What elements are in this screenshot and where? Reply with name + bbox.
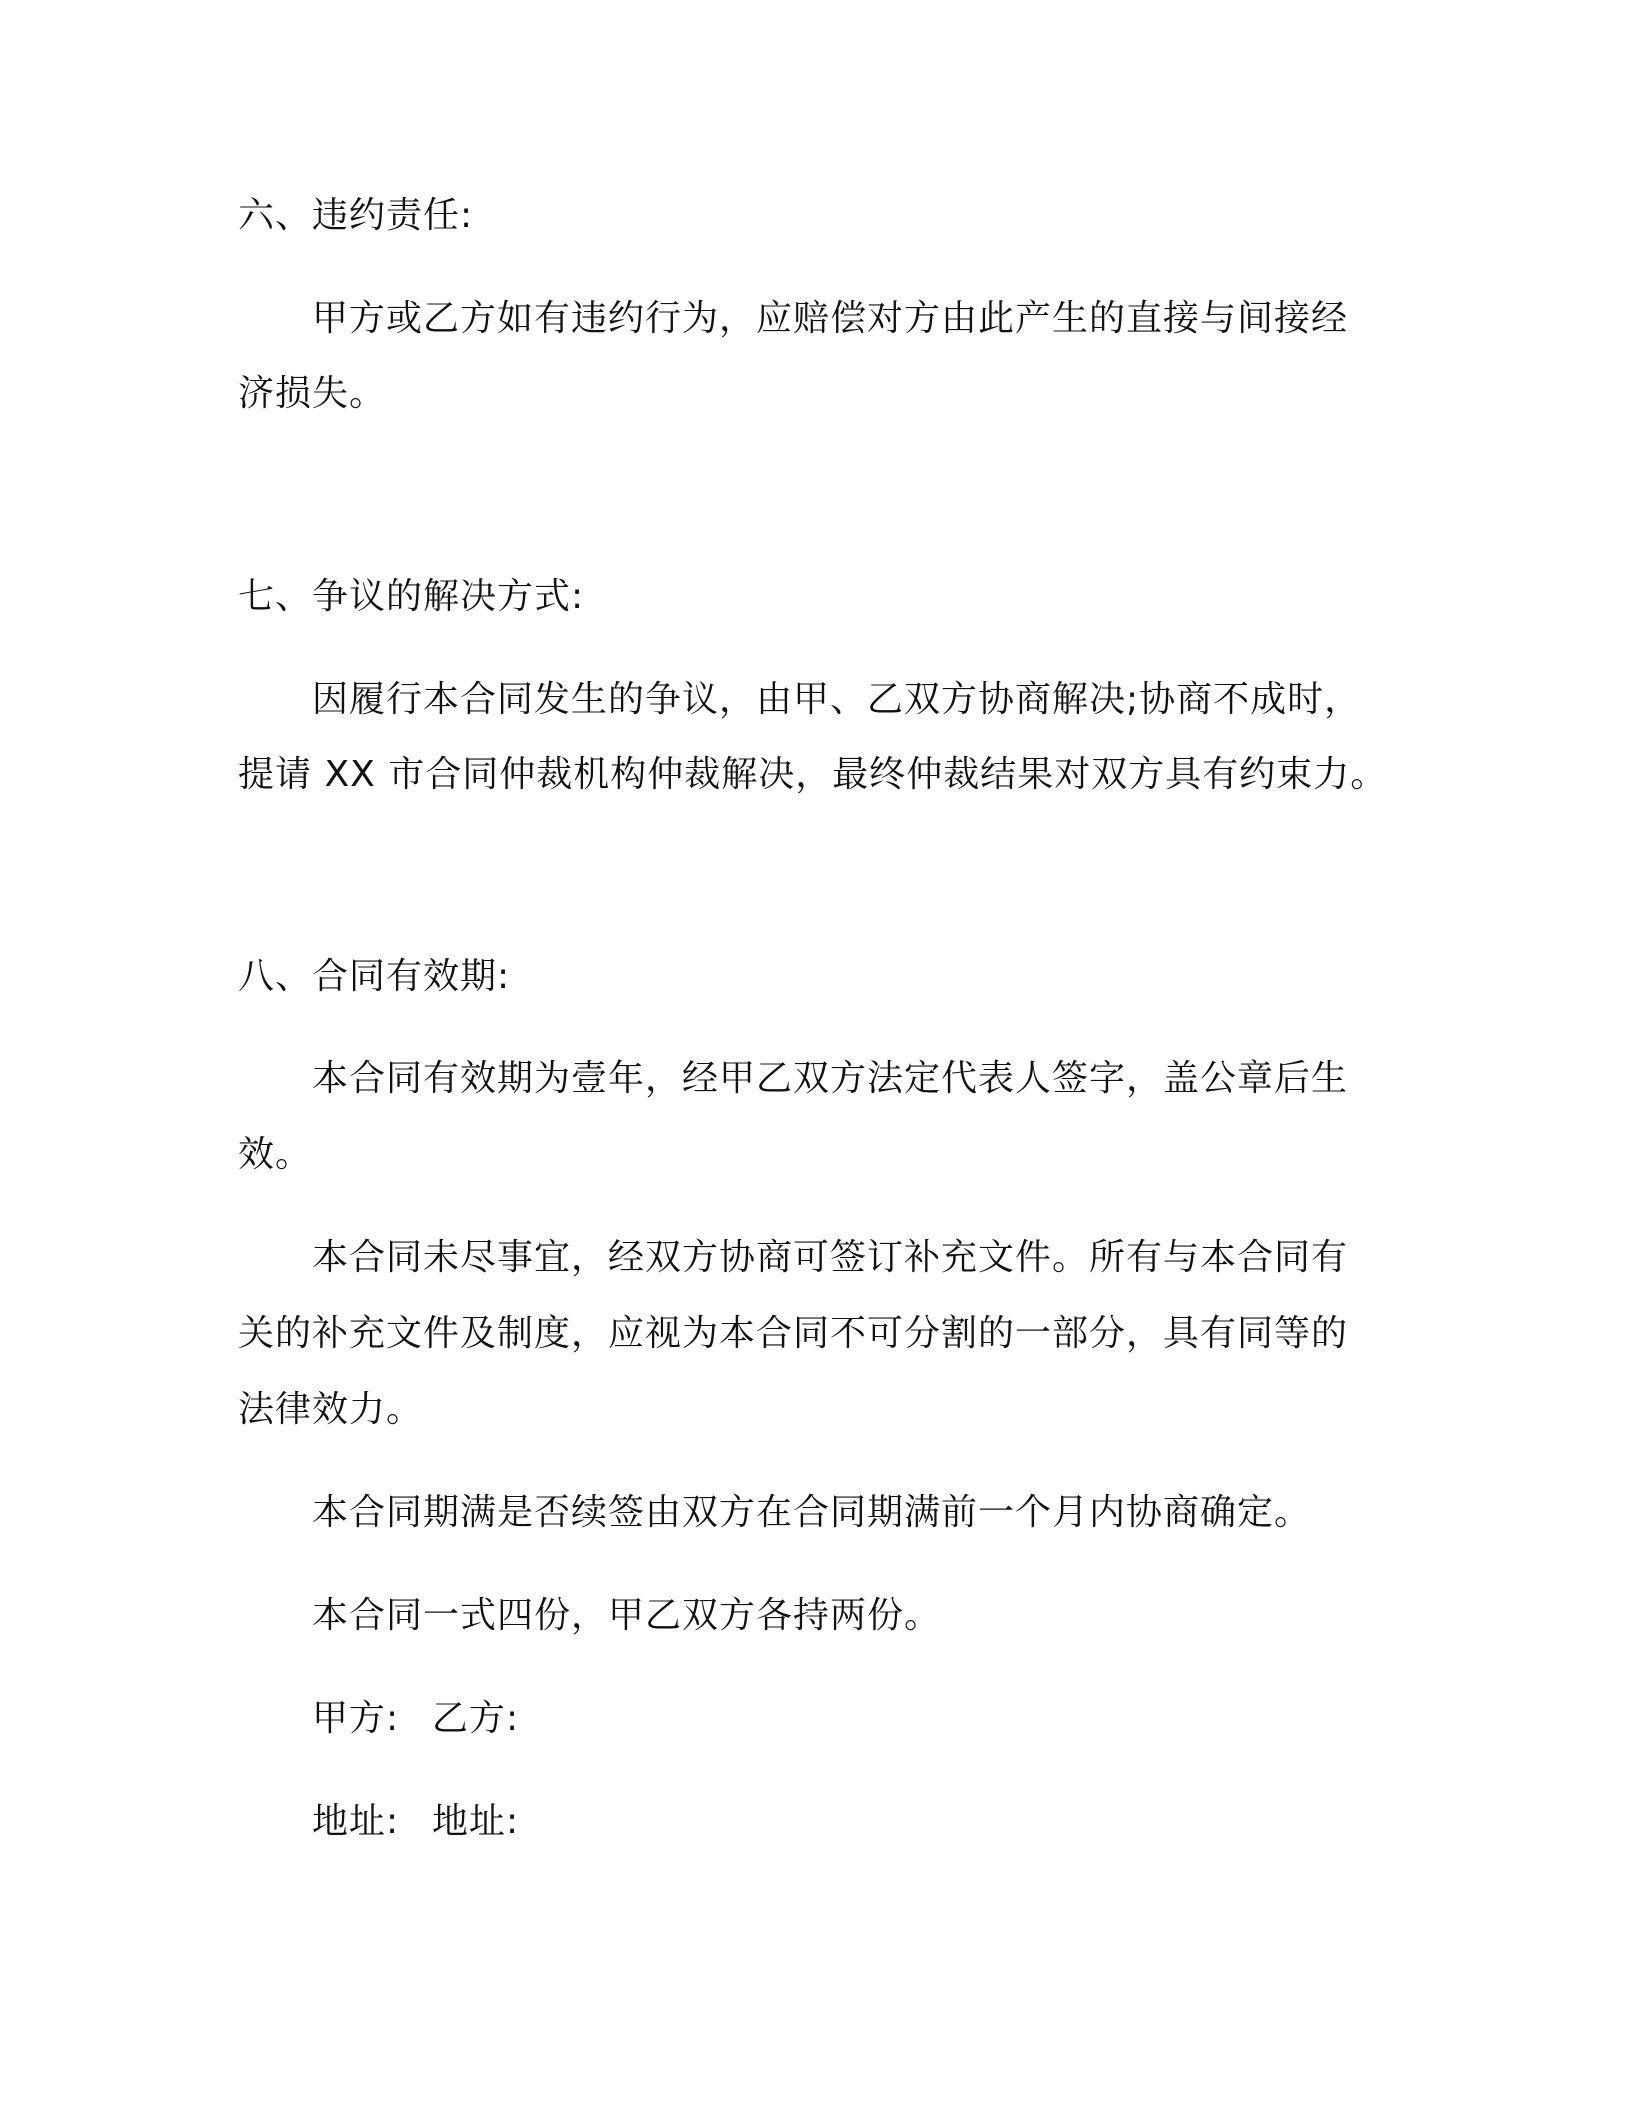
paragraph-line: 甲方或乙方如有违约行为，应赔偿对方由此产生的直接与间接经 [312,298,1349,339]
section-heading-validity: 八、合同有效期: [238,956,511,997]
section-heading-liability: 六、违约责任: [238,195,474,236]
paragraph-line: 提请 XX 市合同仲裁机构仲裁解决，最终仲裁结果对双方具有约束力。 [238,754,1388,795]
party-a-label: 甲方: [312,1698,400,1739]
paragraph-line: 关的补充文件及制度，应视为本合同不可分割的一部分，具有同等的 [238,1313,1349,1354]
party-b-label: 乙方: [432,1698,520,1739]
address-b-label: 地址: [432,1801,520,1842]
paragraph-line: 效。 [238,1134,313,1175]
paragraph-line: 本合同期满是否续签由双方在合同期满前一个月内协商确定。 [312,1492,1312,1533]
paragraph-line: 本合同一式四份，甲乙双方各持两份。 [312,1595,942,1636]
address-a-label: 地址: [312,1801,400,1842]
paragraph-line: 法律效力。 [238,1389,424,1430]
section-heading-dispute: 七、争议的解决方式: [238,576,585,617]
paragraph-line: 本合同有效期为壹年，经甲乙双方法定代表人签字，盖公章后生 [312,1058,1349,1099]
paragraph-line: 济损失。 [238,373,387,414]
paragraph-line: 本合同未尽事宜，经双方协商可签订补充文件。所有与本合同有 [312,1237,1349,1278]
paragraph-line: 因履行本合同发生的争议，由甲、乙双方协商解决;协商不成时， [312,679,1362,720]
